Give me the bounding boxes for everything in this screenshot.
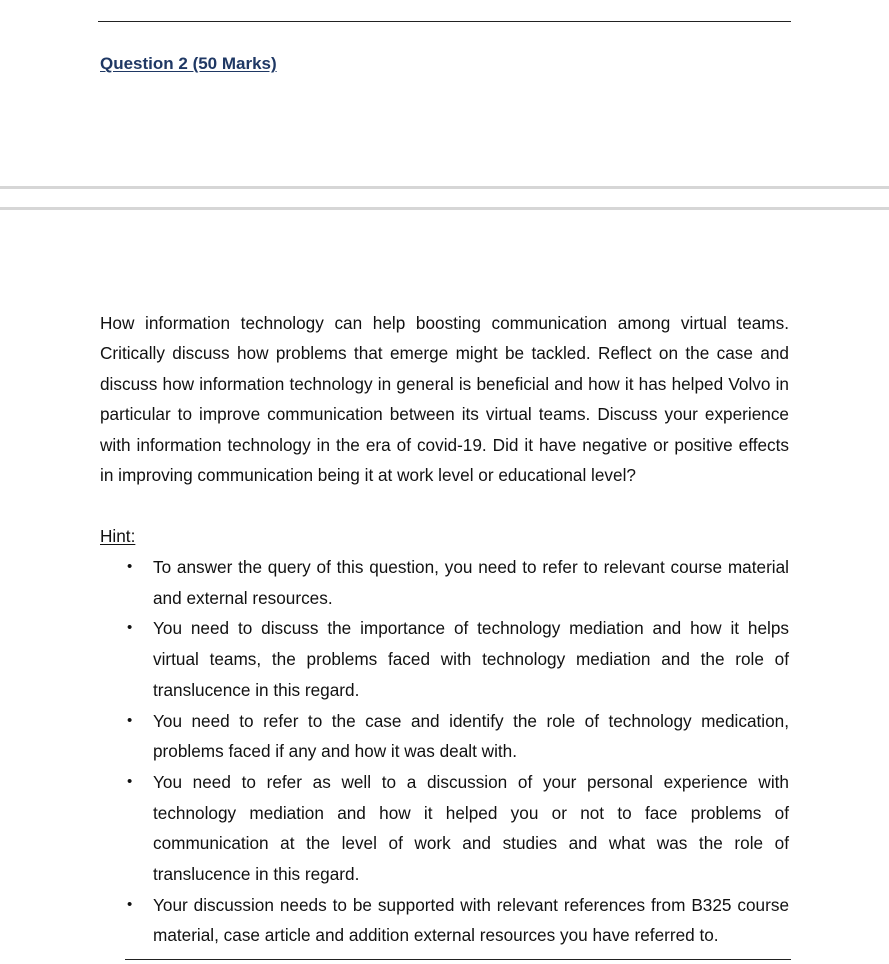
hint-item-text: You need to refer to the case and identify the role of technology medication, problems faced if any and how it was dealt with. <box>153 710 789 762</box>
hint-item <box>127 706 789 767</box>
bullet-icon: • <box>127 619 133 637</box>
hint-item-text: You need to discuss the importance of technology mediation and how it helps virtual teams, the problems faced with technology mediation and the role of translucence in this regard. <box>153 618 789 700</box>
question-title: Question 2 (50 Marks) <box>100 54 277 73</box>
hint-item-text: Your discussion needs to be supported with relevant references from B325 course material, case article and addition external resources you have referred to. <box>153 894 789 946</box>
hint-item <box>127 613 789 705</box>
bullet-icon: • <box>127 772 133 790</box>
page-break <box>0 186 889 210</box>
hint-list <box>127 552 789 951</box>
hint-item <box>127 552 789 613</box>
header-divider <box>98 21 791 22</box>
bullet-icon: • <box>127 711 133 729</box>
hint-label: Hint: <box>100 526 136 546</box>
hint-item <box>127 890 789 951</box>
hint-item-text: You need to refer as well to a discussion of your personal experience with technology mediation and how it helped you or not to face problems of communication at the level of work and studies and what was the role of translucence in this regard. <box>153 771 789 885</box>
hint-item-text: To answer the query of this question, you need to refer to relevant course material and external resources. <box>153 557 789 608</box>
hint-item <box>127 767 789 890</box>
bullet-icon: • <box>127 558 133 575</box>
footer-divider <box>125 959 791 960</box>
bullet-icon: • <box>127 895 133 913</box>
question-body: How information technology can help boosting communication among virtual teams. Critically discuss how problems that emerge might be tackled. Reflect on the case and discuss how information technology in general is beneficial and how it has helped Volvo in particular to improve communication between its virtual teams. Discuss your experience with information technology in the era of covid-19. Did it have negative or positive effects in improving communication being it at work level or educational level? <box>100 313 789 486</box>
